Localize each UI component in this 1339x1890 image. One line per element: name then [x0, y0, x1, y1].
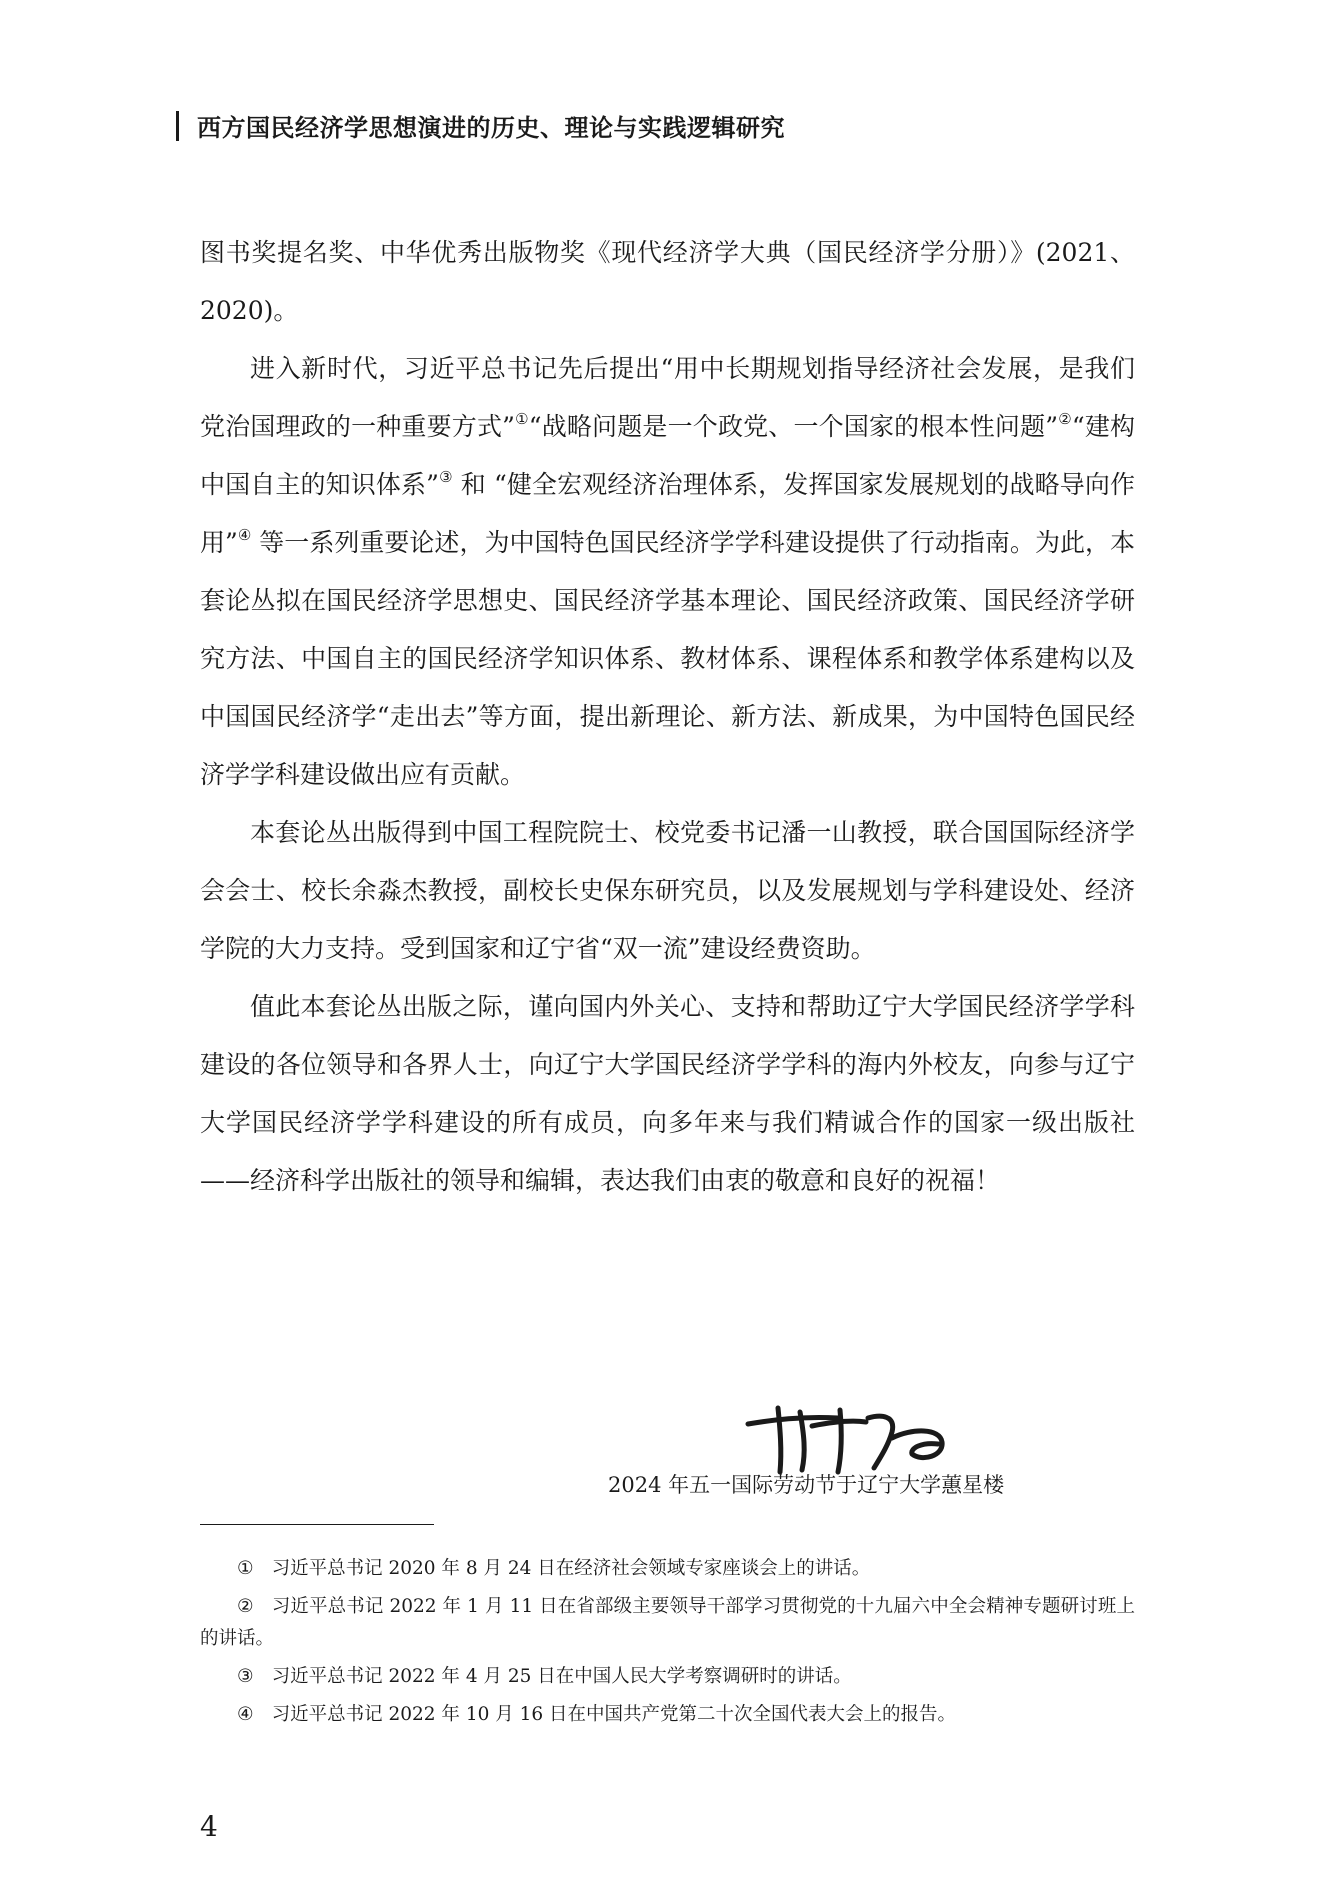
paragraph-2-segment: “建构中国自主的知识体系”	[200, 412, 1135, 499]
footnote-ref-2[interactable]: ②	[1058, 410, 1072, 428]
footnote-text: 习近平总书记 2022 年 4 月 25 日在中国人民大学考察调研时的讲话。	[271, 1666, 852, 1687]
footnote-number: ②	[237, 1596, 254, 1617]
paragraph-4: 值此本套论丛出版之际，谨向国内外关心、支持和帮助辽宁大学国民经济学学科建设的各位领导和各界人士，向辽宁大学国民经济学学科的海内外校友，向参与辽宁大学国民经济学学科建设的所有成员，向多年来与我们精诚合作的国家一级出版社——经济科学出版社的领导和编辑，表达我们由衷的敬意和良好的祝福！	[200, 992, 1135, 1195]
footnote-text: 习近平总书记 2022 年 10 月 16 日在中国共产党第二十次全国代表大会上的报告。	[271, 1704, 957, 1725]
paragraph-2-segment: 等一系列重要论述，为中国特色国民经济学学科建设提供了行动指南。为此，本套论丛拟在国民经济学思想史、国民经济学基本理论、国民经济政策、国民经济学研究方法、中国自主的国民经济学知识体系、教材体系、课程体系和教学体系建构以及中国国民经济学“走出去”等方面，提出新理论、新方法、新成果，为中国特色国民经济学学科建设做出应有贡献。	[200, 528, 1136, 789]
footnote-ref-3[interactable]: ③	[438, 468, 453, 486]
paragraph-2-segment: 进入新时代，习近平总书记先后提出“用中长期规划指导经济社会发展，是我们党治国理政的一种重要方式”	[200, 354, 1135, 441]
footnote-ref-1[interactable]: ①	[514, 410, 529, 428]
paragraph-3: 本套论丛出版得到中国工程院院士、校党委书记潘一山教授，联合国国际经济学会会士、校长余淼杰教授，副校长史保东研究员，以及发展规划与学科建设处、经济学院的大力支持。受到国家和辽宁省“双一流”建设经费资助。	[200, 818, 1135, 963]
footnote-separator	[200, 1524, 434, 1525]
paragraph-2	[200, 340, 1135, 804]
header-rule	[176, 111, 179, 141]
running-header	[176, 108, 785, 143]
book-title: 西方国民经济学思想演进的历史、理论与实践逻辑研究	[197, 114, 785, 142]
footnote-ref-4[interactable]: ④	[237, 526, 252, 544]
paragraph-1: 图书奖提名奖、中华优秀出版物奖《现代经济学大典（国民经济学分册）》(2021、2020)。	[200, 238, 1135, 325]
page-number: 4	[200, 1810, 218, 1843]
footnote-number: ④	[237, 1704, 254, 1725]
date-place-line: 2024 年五一国际劳动节于辽宁大学蕙星楼	[608, 1473, 1005, 1497]
footnote-3	[200, 1661, 1135, 1693]
footnotes	[200, 1553, 1135, 1737]
footnote-1	[200, 1553, 1135, 1585]
footnote-text: 习近平总书记 2020 年 8 月 24 日在经济社会领域专家座谈会上的讲话。	[271, 1558, 871, 1579]
paragraph-2-segment: “战略问题是一个政党、一个国家的根本性问题”	[528, 412, 1059, 441]
body-text	[200, 224, 1135, 1210]
paragraph-2-segment: 和 “健全宏观经济治理体系，发挥国家发展规划的战略导向作用”	[200, 470, 1135, 557]
footnote-text: 习近平总书记 2022 年 1 月 11 日在省部级主要领导干部学习贯彻党的十九届六中全会精神专题研讨班上的讲话。	[200, 1596, 1135, 1649]
footnote-4	[200, 1699, 1135, 1731]
footnote-2	[200, 1591, 1135, 1655]
footnote-number: ①	[237, 1558, 254, 1579]
handwritten-signature	[742, 1398, 962, 1478]
footnote-number: ③	[237, 1666, 254, 1687]
